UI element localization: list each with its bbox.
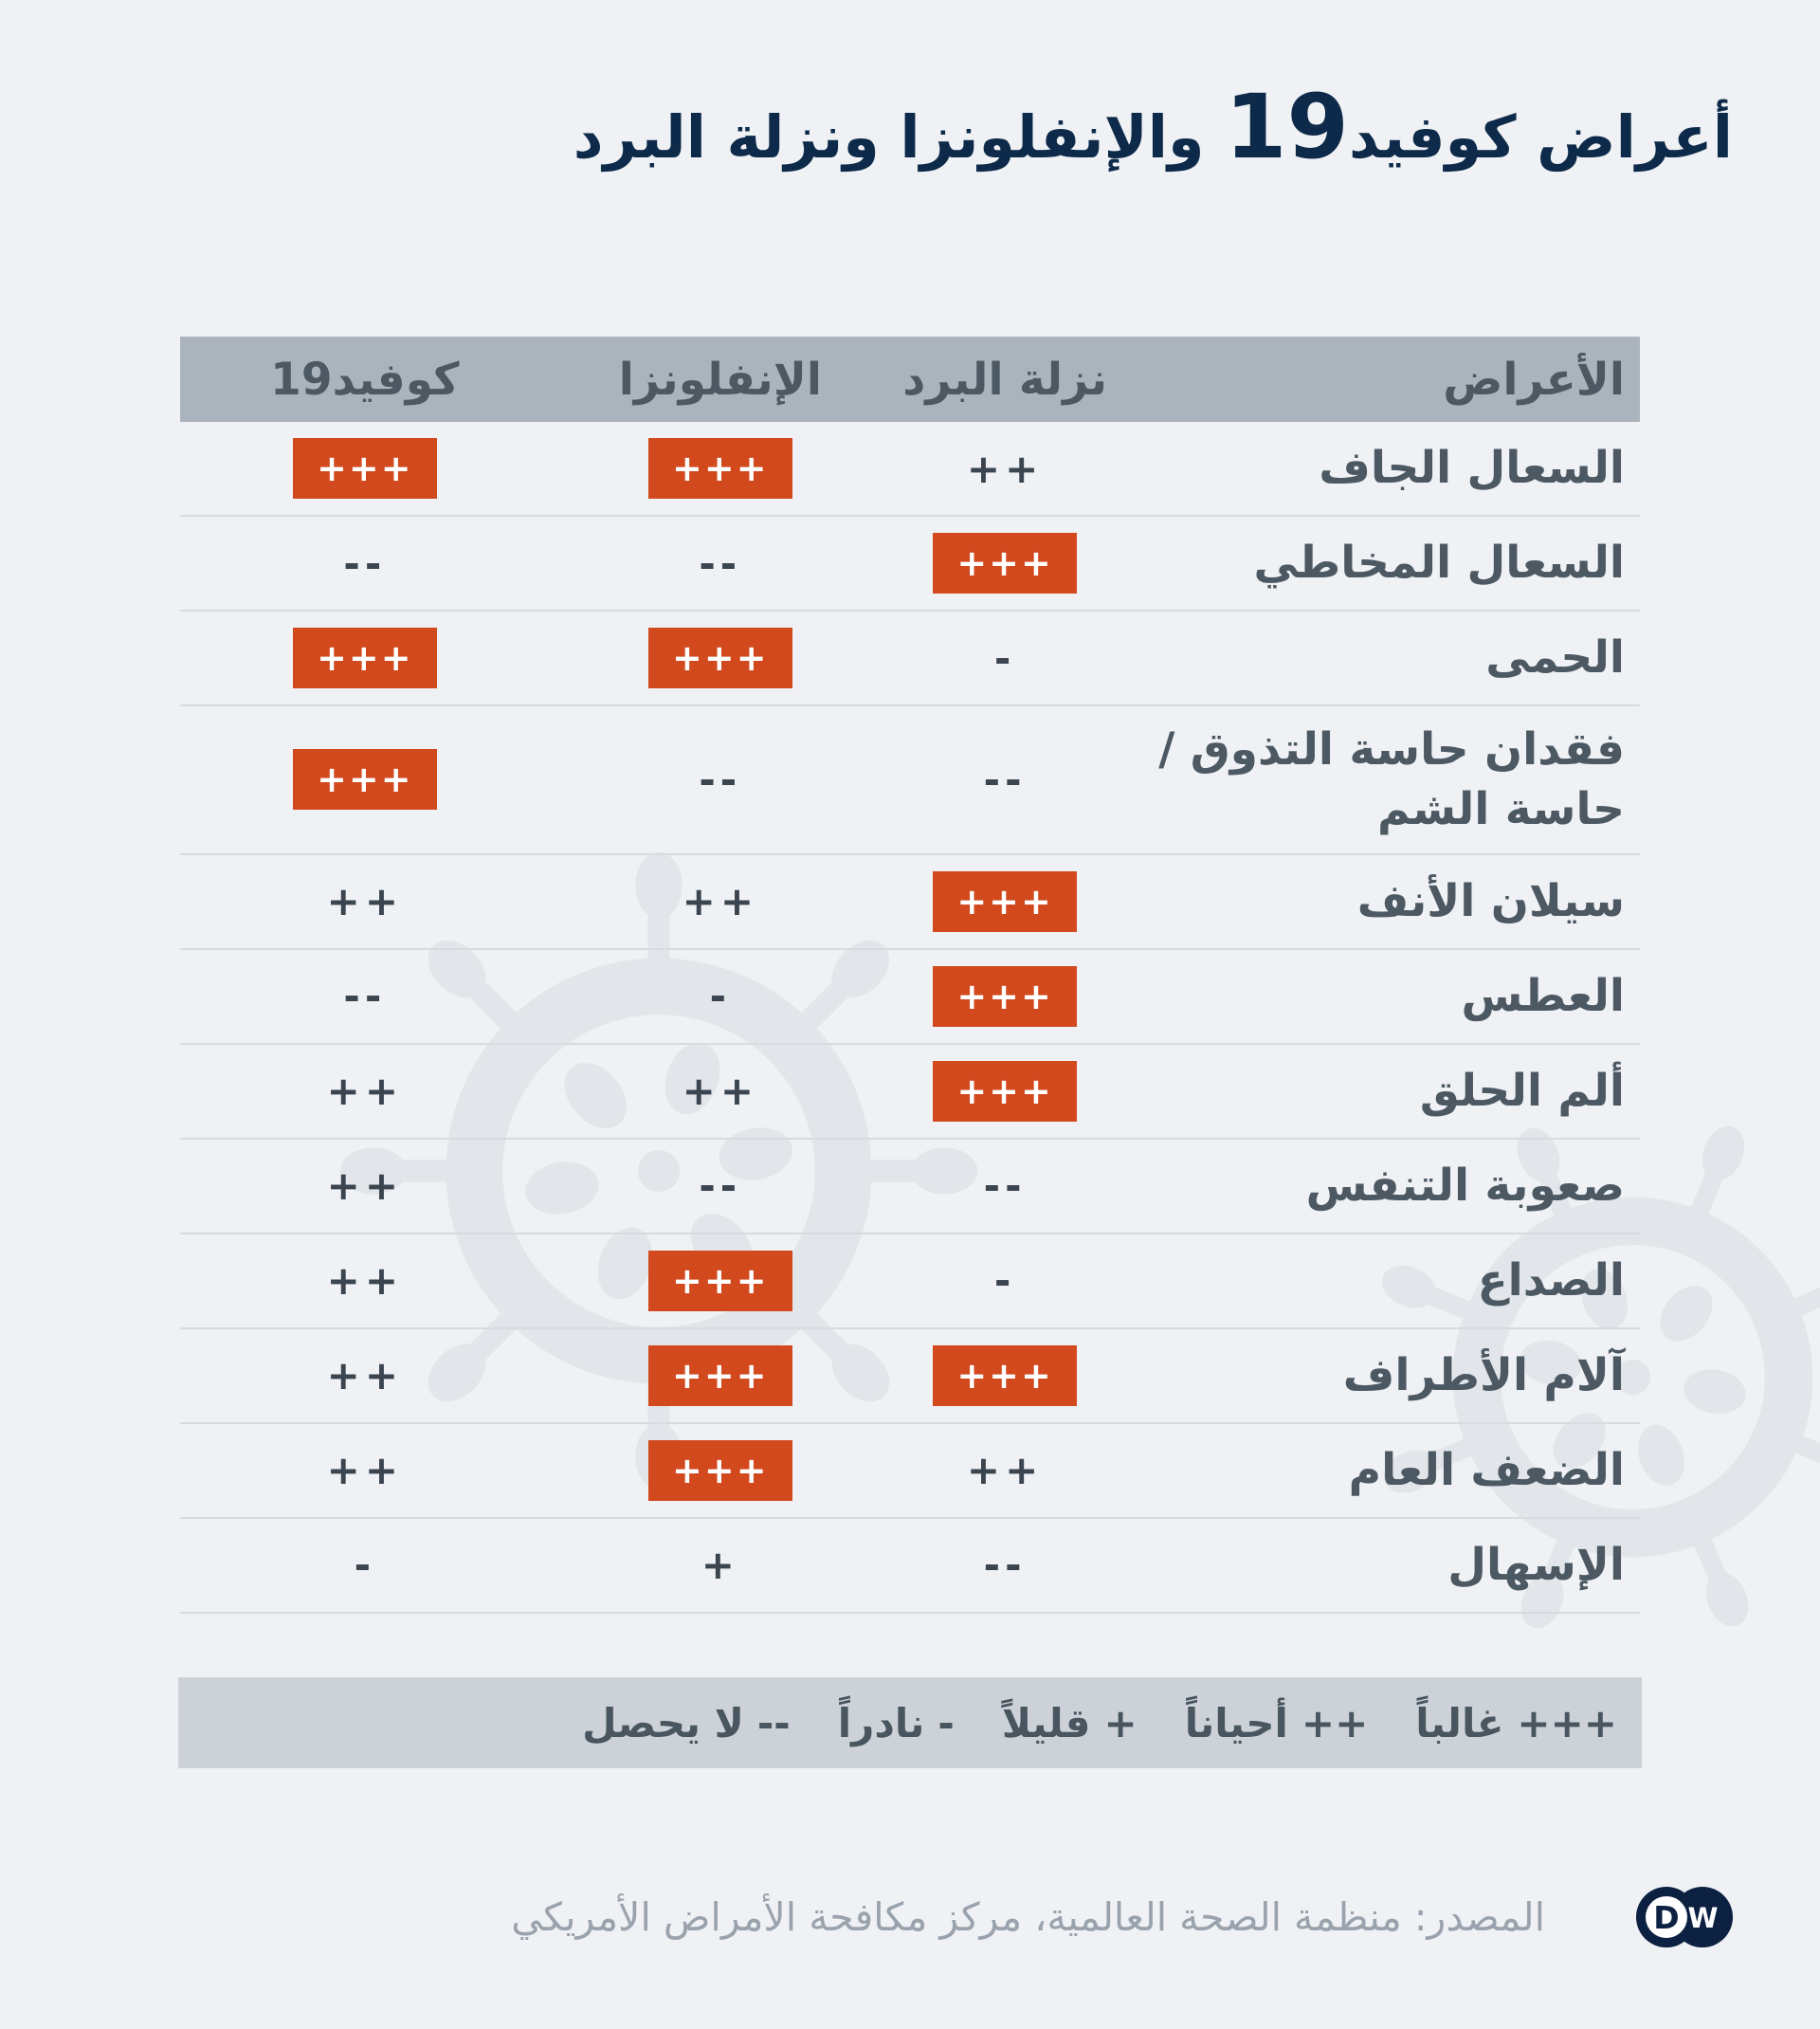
symptoms-table <box>180 337 1640 1614</box>
frequency-value: ++ <box>326 1068 404 1115</box>
frequency-value: - <box>993 634 1016 682</box>
column-header-influenza: الإنفلونزا <box>618 353 822 406</box>
cold-cell <box>891 1345 1119 1406</box>
frequency-badge-highlighted: +++ <box>933 533 1077 594</box>
legend-label: لا يحصل <box>582 1699 744 1746</box>
frequency-badge-highlighted: +++ <box>933 871 1077 932</box>
frequency-badge-highlighted: +++ <box>933 966 1077 1027</box>
column-header-symptoms: الأعراض <box>1443 353 1625 406</box>
covid-cell <box>180 1542 550 1588</box>
legend-symbol: ++ <box>1301 1699 1369 1746</box>
covid-cell <box>180 438 550 499</box>
covid-cell <box>180 1068 550 1114</box>
covid-cell <box>180 1352 550 1398</box>
cold-cell <box>891 1542 1119 1588</box>
source-text: المصدر: منظمة الصحة العالمية، مركز مكافحة الأمراض الأمريكي <box>511 1894 1545 1940</box>
symptom-label: صعوبة التنفس <box>1305 1160 1625 1213</box>
table-row <box>180 1045 1640 1140</box>
flu-cell <box>550 973 891 1019</box>
frequency-badge-highlighted: +++ <box>648 1440 792 1501</box>
legend-label: قليلاً <box>1001 1699 1091 1746</box>
covid-cell <box>180 973 550 1019</box>
frequency-value: -- <box>343 973 387 1020</box>
frequency-badge-highlighted: +++ <box>648 628 792 688</box>
covid-cell <box>180 540 550 587</box>
frequency-value: - <box>993 1257 1016 1305</box>
frequency-value: ++ <box>682 1068 759 1115</box>
frequency-value: ++ <box>326 878 404 925</box>
frequency-value: -- <box>983 1542 1027 1589</box>
legend-bar <box>178 1677 1642 1768</box>
cold-cell <box>891 1257 1119 1304</box>
table-header-row <box>180 337 1640 422</box>
symptom-label: الصداع <box>1477 1254 1625 1307</box>
frequency-value: -- <box>983 756 1027 803</box>
legend-symbol: - <box>937 1699 955 1746</box>
table-body <box>180 422 1640 1614</box>
covid-cell <box>180 1447 550 1493</box>
frequency-value: - <box>709 973 732 1020</box>
flu-cell <box>550 878 891 924</box>
frequency-value: ++ <box>326 1352 404 1399</box>
title-number-19: 19 <box>1225 76 1349 179</box>
cold-cell <box>891 966 1119 1027</box>
table-row <box>180 1329 1640 1424</box>
table-row <box>180 855 1640 950</box>
frequency-value: ++ <box>966 445 1044 492</box>
frequency-value: -- <box>699 756 742 803</box>
flu-cell <box>550 757 891 803</box>
legend-label: نادراً <box>837 1699 925 1746</box>
cold-cell <box>891 446 1119 492</box>
logo-letter-w: W <box>1687 1902 1719 1934</box>
cold-cell <box>891 757 1119 803</box>
frequency-badge-highlighted: +++ <box>293 438 437 499</box>
table-row <box>180 612 1640 706</box>
frequency-badge-highlighted: +++ <box>293 749 437 810</box>
cold-cell <box>891 1061 1119 1122</box>
frequency-value: ++ <box>326 1447 404 1494</box>
flu-cell <box>550 1440 891 1501</box>
flu-cell <box>550 1251 891 1311</box>
table-row <box>180 517 1640 612</box>
dw-logo <box>1636 1887 1733 1947</box>
table-row <box>180 950 1640 1045</box>
frequency-value: -- <box>699 1162 742 1210</box>
legend-item <box>582 1700 791 1746</box>
frequency-badge-highlighted: +++ <box>648 438 792 499</box>
table-row <box>180 1424 1640 1519</box>
frequency-badge-highlighted: +++ <box>648 1251 792 1311</box>
symptom-label: ألم الحلق <box>1419 1065 1625 1118</box>
legend-symbol: + <box>1103 1699 1138 1746</box>
column-header-cold: نزلة البرد <box>902 353 1107 406</box>
flu-cell <box>550 1345 891 1406</box>
frequency-value: ++ <box>682 878 759 925</box>
symptom-label: سيلان الأنف <box>1356 875 1625 928</box>
cold-cell <box>891 1447 1119 1493</box>
table-row <box>180 1519 1640 1614</box>
frequency-value: - <box>354 1542 376 1589</box>
legend-symbol: -- <box>756 1699 791 1746</box>
covid-cell <box>180 1257 550 1304</box>
symptom-label: الإسهال <box>1447 1539 1625 1592</box>
covid-cell <box>180 749 550 810</box>
legend-item <box>1415 1700 1617 1746</box>
frequency-value: + <box>701 1542 739 1589</box>
legend-item <box>1185 1700 1369 1746</box>
symptom-label: آلام الأطراف <box>1342 1349 1625 1402</box>
table-row <box>180 422 1640 517</box>
flu-cell <box>550 540 891 587</box>
flu-cell <box>550 1068 891 1114</box>
covid-cell <box>180 628 550 688</box>
cold-cell <box>891 1162 1119 1209</box>
logo-letter-d: D <box>1653 1899 1680 1936</box>
symptom-label: السعال الجاف <box>1319 442 1625 495</box>
frequency-value: -- <box>699 539 742 587</box>
flu-cell <box>550 628 891 688</box>
table-row <box>180 706 1640 855</box>
symptom-label: فقدان حاسة التذوق / حاسة الشم <box>1158 723 1625 836</box>
frequency-value: -- <box>343 539 387 587</box>
symptom-label: العطس <box>1461 970 1625 1023</box>
frequency-value: ++ <box>326 1257 404 1305</box>
legend-label: غالباً <box>1415 1699 1504 1746</box>
cold-cell <box>891 533 1119 594</box>
cold-cell <box>891 871 1119 932</box>
frequency-badge-highlighted: +++ <box>933 1061 1077 1122</box>
symptom-label: السعال المخاطي <box>1253 537 1625 590</box>
flu-cell <box>550 1542 891 1588</box>
symptom-label: الضعف العام <box>1348 1444 1625 1497</box>
flu-cell <box>550 438 891 499</box>
title-part2: والإنفلونزا ونزلة البرد <box>573 102 1226 172</box>
symptom-label: الحمى <box>1485 631 1625 685</box>
frequency-badge-highlighted: +++ <box>293 628 437 688</box>
table-row <box>180 1140 1640 1234</box>
footer <box>511 1887 1733 1947</box>
flu-cell <box>550 1162 891 1209</box>
legend-symbol: +++ <box>1517 1699 1617 1746</box>
legend-item <box>1002 1700 1138 1746</box>
title-part1: أعراض كوفيد <box>1348 102 1733 172</box>
column-header-covid19: كوفيد19 <box>270 353 460 406</box>
legend-item <box>838 1700 955 1746</box>
frequency-badge-highlighted: +++ <box>933 1345 1077 1406</box>
frequency-value: ++ <box>326 1162 404 1210</box>
legend-label: أحياناً <box>1184 1699 1288 1746</box>
page-title <box>573 76 1733 179</box>
frequency-value: ++ <box>966 1447 1044 1494</box>
covid-cell <box>180 1162 550 1209</box>
covid-cell <box>180 878 550 924</box>
frequency-badge-highlighted: +++ <box>648 1345 792 1406</box>
table-row <box>180 1234 1640 1329</box>
frequency-value: -- <box>983 1162 1027 1210</box>
cold-cell <box>891 635 1119 682</box>
